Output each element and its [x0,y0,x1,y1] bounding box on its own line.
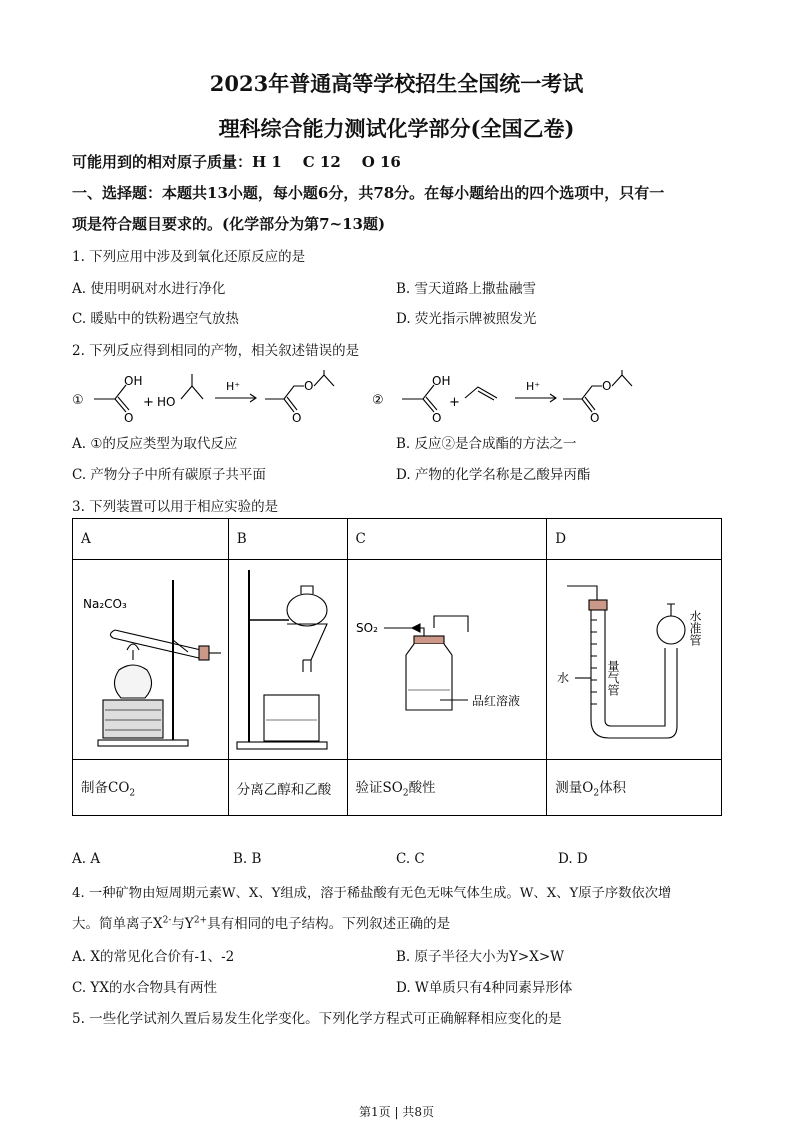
ester-2-carbonyl-o: O [590,411,600,425]
apparatus-c-diagram [348,560,546,755]
acid-1-o: O [124,411,134,425]
caption-c [347,760,547,816]
lamp-flame [127,644,139,650]
q2-option-a: A. ①的反应类型为取代反应 [72,436,238,452]
caption-d-sub: 2 [593,788,600,799]
stand-base-b [237,742,327,749]
atomic-mass-line [72,151,401,172]
q4-x-ion: X [153,916,163,932]
leveling-bulb [657,616,685,644]
plus-1: + [143,395,154,410]
propene-skeleton [465,387,497,400]
beaker [264,695,319,741]
q1-option-d: D. 荧光指示牌被照发光 [396,311,537,327]
caption-a-sub: 2 [129,788,136,799]
atomic-mass-c: C 12 [302,153,341,171]
alcohol-lamp [114,665,151,698]
q1-option-c: C. 暖贴中的铁粉遇空气放热 [72,311,239,327]
atomic-mass-o: O 16 [361,153,401,171]
leveling-neck [667,604,675,616]
apparatus-b-cell [228,560,347,760]
arrow-1 [215,394,256,402]
apparatus-table [72,518,722,816]
stopper-d [589,600,607,610]
test-tube-bottom [110,630,115,638]
caption-d-post: 体积 [599,780,627,797]
caption-c-formula: SO [382,780,403,797]
reaction-1-marker: ① [72,393,84,408]
burette-graduations [591,620,597,704]
q2-option-d: D. 产物的化学名称是乙酸异丙酯 [396,467,591,483]
section-heading-line1: 一、选择题：本题共13小题，每小题6分，共78分。在每小题给出的四个选项中，只有一 [72,184,665,202]
page-footer: 第1页 | 共8页 [359,1105,434,1119]
apparatus-d-cell [547,560,722,760]
catalyst-2: H⁺ [526,380,541,393]
test-tube [113,630,201,658]
q4-y-charge: 2+ [193,915,208,926]
acetic-acid-2-skeleton [402,385,434,399]
ester-2-carbonyl [582,397,595,412]
inlet-arrow [412,624,420,632]
apparatus-c-cell [347,560,547,760]
catalyst-1: H⁺ [226,380,241,393]
arrow-2 [515,394,556,402]
stopper-a [199,646,209,660]
ester-1-carbonyl [284,397,297,412]
q4-stem-mid: 与 [171,916,185,932]
q4-option-a: A. X的常见化合价有-1、-2 [72,949,235,965]
q2-option-c: C. 产物分子中所有碳原子共平面 [72,467,266,483]
q4-stem-line2 [72,912,450,932]
label-water: 水 [557,671,570,685]
q3-option-c: C. C [396,851,425,867]
caption-c-pre: 验证 [355,780,383,797]
ester-1-skeleton [265,370,334,399]
q4-option-b: B. 原子半径大小为Y>X>W [396,949,565,965]
table-header-a: A [73,519,229,560]
q1-stem: 1. 下列应用中涉及到氧化还原反应的是 [72,249,306,265]
q2-stem: 2. 下列反应得到相同的产物，相关叙述错误的是 [72,343,360,359]
table-header-d: D [547,519,722,560]
caption-c-post: 酸性 [408,780,436,797]
table-header-b: B [228,519,347,560]
apparatus-a-cell [73,560,229,760]
apparatus-a-diagram [73,560,227,755]
label-pinhong: 品红溶液 [471,694,520,708]
label-shuizhunguan: 水准管 [688,610,703,646]
caption-d-formula: O [582,780,594,797]
wood-block [103,700,163,738]
section-heading-line2: 项是符合题目要求的。(化学部分为第7~13题) [72,215,386,233]
q1-option-a: A. 使用明矾对水进行净化 [72,281,226,297]
atomic-mass-h: H 1 [252,153,282,171]
q4-x-charge: 2- [162,915,172,926]
paper-title: 2023年普通高等学校招生全国统一考试 [209,71,584,96]
gas-inlet-d [567,586,597,600]
q4-option-d: D. W单质只有4种同素异形体 [396,980,573,996]
q3-option-d: D. D [558,851,588,867]
label-na2co3: Na₂CO₃ [83,597,127,611]
ester-1-o: O [304,379,314,393]
caption-b: 分离乙醇和乙酸 [228,760,347,816]
caption-d [547,760,722,816]
label-liangqiguan: 量气管 [606,660,621,696]
q3-option-b: B. B [233,851,262,867]
atomic-mass-label: 可能用到的相对原子质量： [72,153,253,171]
q4-stem-line1: 4. 一种矿物由短周期元素W、X、Y组成，溶于稀盐酸有无色无味气体生成。W、X、Y原子序数依次增 [72,886,672,901]
stand-base-a [98,740,188,746]
caption-d-pre: 测量 [555,780,583,797]
acetic-acid-1-skeleton [94,385,126,399]
acid-1-oh: OH [124,374,143,388]
acid-2-oh: OH [432,374,451,388]
caption-a [73,760,229,816]
q2-reactions [60,370,730,425]
q3-option-a: A. A [72,851,101,867]
q2-option-b: B. 反应②是合成酯的方法之一 [396,436,577,452]
outlet-tube [434,616,468,632]
ester-2-o: O [602,379,612,393]
plus-2: + [449,395,460,410]
caption-c-sub: 2 [402,788,409,799]
q4-y-ion: Y [184,916,194,932]
q5-stem: 5. 一些化学试剂久置后易发生化学变化。下列化学方程式可正确解释相应变化的是 [72,1011,562,1027]
apparatus-d-diagram [547,560,720,755]
q1-option-b: B. 雪天道路上撒盐融雪 [396,281,537,297]
ester-2-skeleton [563,370,632,399]
funnel-cone [287,624,327,672]
q4-stem-pre: 大。简单离子 [72,916,153,932]
label-so2: SO₂ [355,621,378,635]
funnel-stopper [301,586,313,594]
stopper-c [414,636,444,644]
isopropanol-ho: HO [157,395,176,409]
separatory-funnel [287,594,327,626]
q4-stem-post: 具有相同的电子结构。下列叙述正确的是 [207,916,451,932]
apparatus-b-diagram [229,560,346,755]
acetic-acid-2-carbonyl [423,397,437,412]
isopropanol-skeleton [181,374,203,399]
q3-stem: 3. 下列装置可以用于相应实验的是 [72,499,279,515]
acetic-acid-1-carbonyl [115,397,129,412]
table-header-c: C [347,519,547,560]
caption-a-pre: 制备 [81,780,108,797]
caption-a-formula: CO [108,780,130,797]
acid-2-o: O [432,411,442,425]
q4-option-c: C. YX的水合物具有两性 [72,980,217,996]
reaction-2-marker: ② [372,393,384,408]
paper-subtitle: 理科综合能力测试化学部分(全国乙卷) [218,116,575,141]
ester-1-carbonyl-o: O [292,411,302,425]
